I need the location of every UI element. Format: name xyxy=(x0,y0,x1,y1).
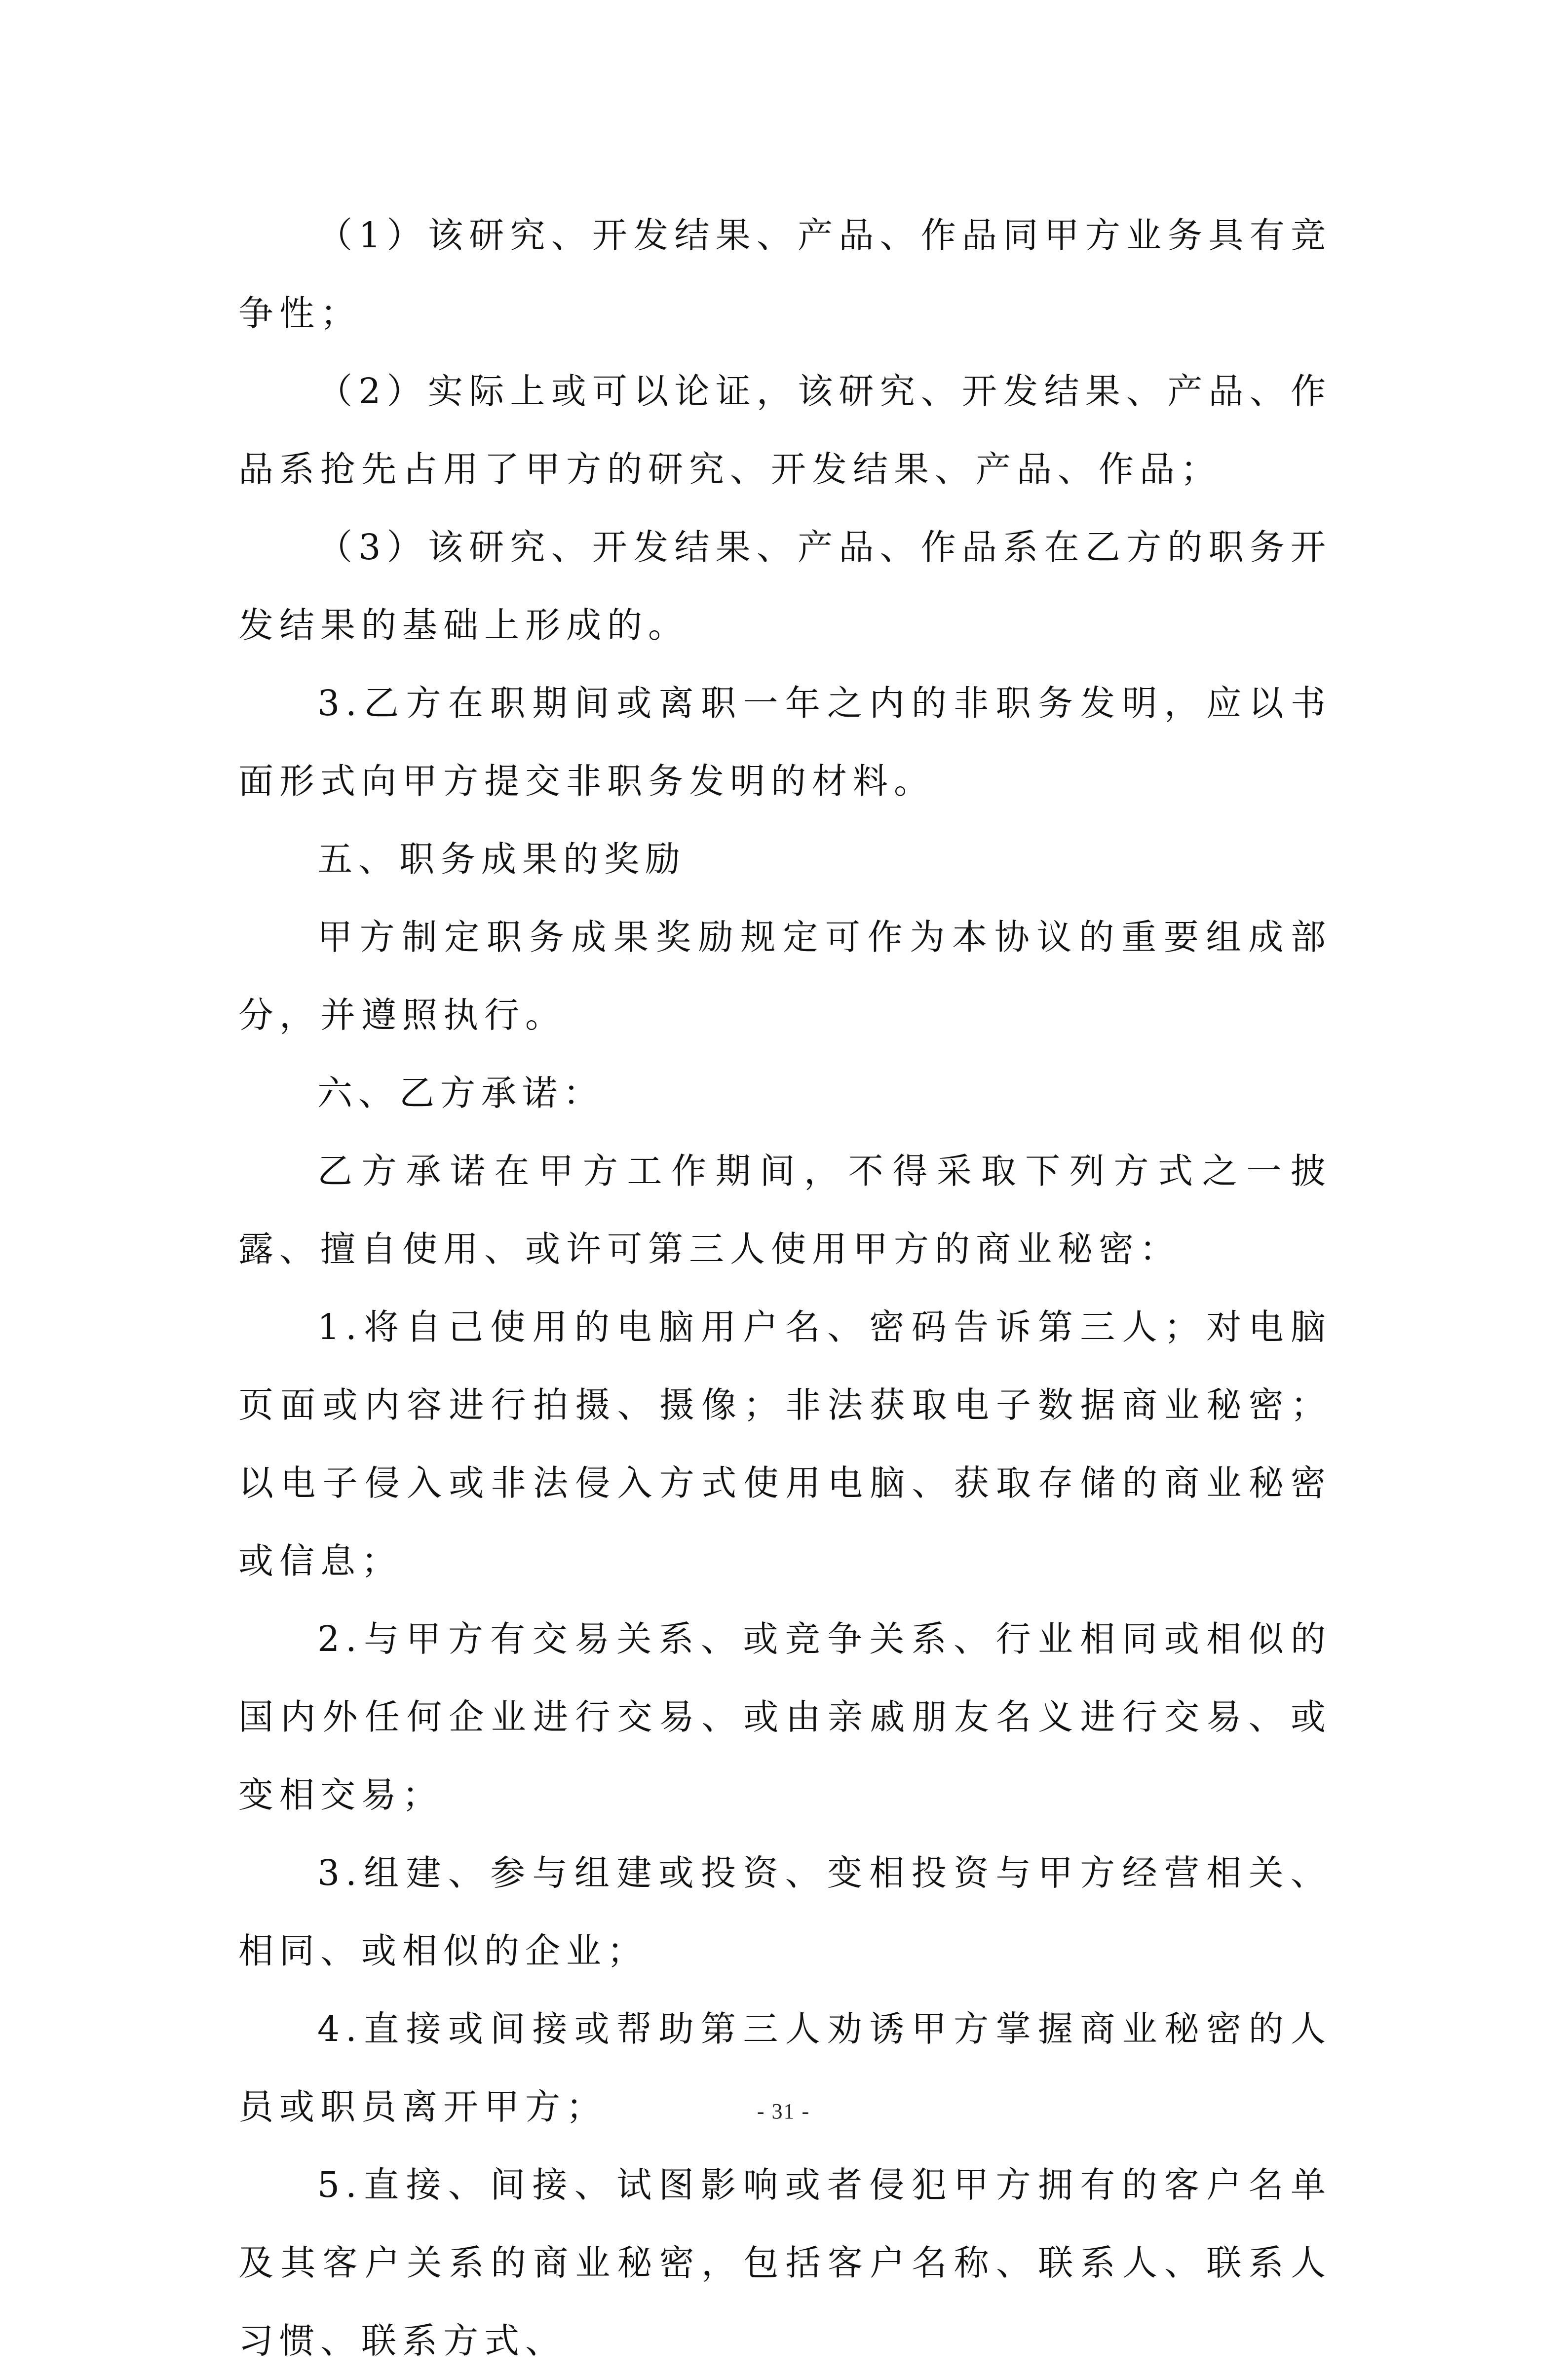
paragraph-commitment-5: 5.直接、间接、试图影响或者侵犯甲方拥有的客户名单及其客户关系的商业秘密，包括客户名称、联系人、联系人习惯、联系方式、 xyxy=(238,2164,1332,2361)
paragraph-clause-3: （3）该研究、开发结果、产品、作品系在乙方的职务开发结果的基础上形成的。 xyxy=(238,527,1332,646)
document-body xyxy=(238,196,1332,2380)
paragraph-commitment-2: 2.与甲方有交易关系、或竞争关系、行业相同或相似的国内外任何企业进行交易、或由亲戚朋友名义进行交易、或变相交易； xyxy=(238,1618,1332,1815)
page-number: - 31 - xyxy=(757,2099,810,2123)
paragraph-clause-1: （1）该研究、开发结果、产品、作品同甲方业务具有竞争性； xyxy=(238,215,1332,334)
section-heading-6: 六、乙方承诺： xyxy=(317,1073,605,1113)
paragraph-reward-rules: 甲方制定职务成果奖励规定可作为本协议的重要组成部分，并遵照执行。 xyxy=(238,917,1332,1036)
paragraph-commitment-3: 3.组建、参与组建或投资、变相投资与甲方经营相关、相同、或相似的企业； xyxy=(238,1852,1332,1971)
paragraph-commitment-intro: 乙方承诺在甲方工作期间，不得采取下列方式之一披露、擅自使用、或许可第三人使用甲方的商业秘密： xyxy=(238,1151,1332,1269)
paragraph-commitment-4: 4.直接或间接或帮助第三人劝诱甲方掌握商业秘密的人员或职员离开甲方； xyxy=(238,2008,1332,2127)
section-heading-5: 五、职务成果的奖励 xyxy=(317,839,687,880)
paragraph-commitment-1: 1.将自己使用的电脑用户名、密码告诉第三人；对电脑页面或内容进行拍摄、摄像；非法获取电子数据商业秘密；以电子侵入或非法侵入方式使用电脑、获取存储的商业秘密或信息； xyxy=(238,1306,1332,1581)
paragraph-item-3-non-service-invention: 3.乙方在职期间或离职一年之内的非职务发明，应以书面形式向甲方提交非职务发明的材料。 xyxy=(238,683,1332,802)
paragraph-clause-2: （2）实际上或可以论证，该研究、开发结果、产品、作品系抢先占用了甲方的研究、开发结果、产品、作品； xyxy=(238,371,1332,490)
